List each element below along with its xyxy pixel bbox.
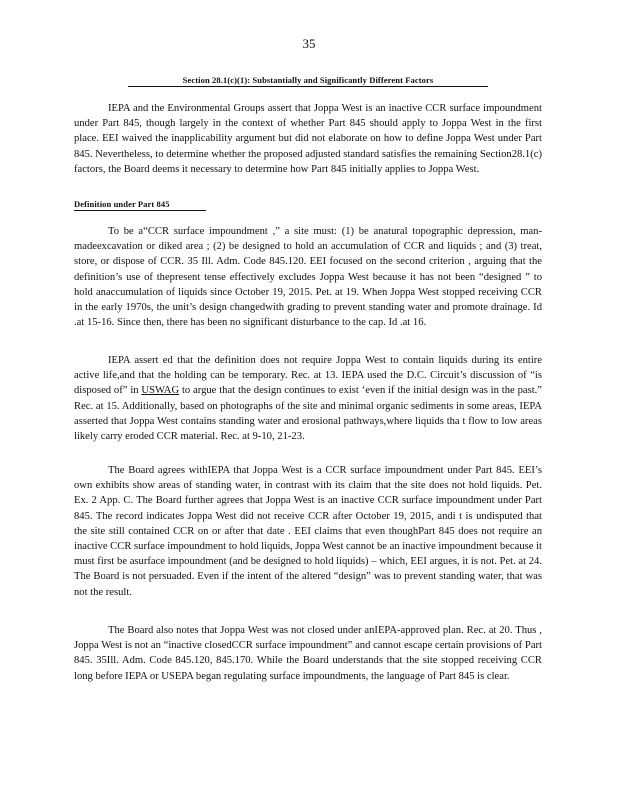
- paragraph-5-text: The Board also notes that Joppa West was not closed under anIEPA-approved plan. Rec. at 20. Thus , Joppa West is not an “inactive closedCCR surface impoundment” and cannot escape certain provisions of Part 845. 35Ill. Adm. Code 845.120, 845.170. While the Board understands that the site stopped receiving CCR long before IEPA or USEPA began regulating surface impoundments, the language of Part 845 is clear.: [74, 625, 542, 682]
- paragraph-3: [74, 353, 542, 444]
- paragraph-4: [74, 463, 542, 600]
- paragraph-3-part1: IEPA assert ed that the definition does not require Joppa West to contain liquids during its entire active life,and that the holding can be temporary. Rec. at 13. IEPA used the D.C. Circuit’s discussion of “is disposed of” in: [74, 355, 542, 397]
- paragraph-5: [74, 623, 542, 684]
- paragraph-2: [74, 224, 542, 330]
- paragraph-1: [74, 101, 542, 177]
- subsection-heading: Definition under Part 845: [74, 199, 206, 211]
- paragraph-3-text: [74, 353, 542, 444]
- paragraph-2-text: To be a“CCR surface impoundment ,” a site must: (1) be anatural topographic depression, man-madeexcavation or diked area ; (2) be designed to hold an accumulation of CCR and liquids ; and (3) treat, store, or dispose of CCR. 35 Ill. Adm. Code 845.120. EEI focused on the second criterion , arguing that the definition’s use of thepresent tense effectively excludes Joppa West because it has not been “designed ” to hold anaccumulation of liquids since October 19, 2015. Pet. at 19. When Joppa West stopped receiving CCR in the early 1970s, the unit’s design changedwith grading to prevent standing water and promote drainage. Id .at 15-16. Since then, there has been no significant disturbance to the cap. Id .at 16.: [74, 226, 542, 329]
- uswag-citation: USWAG: [141, 385, 180, 397]
- page-number: 35: [302, 36, 316, 51]
- paragraph-3-part2: to argue that the design continues to exist ‘even if the initial design was in the past.” Rec. at 15. Additionally, based on photographs of the site and minimal organic sediments in some areas, IEPA asserted that Joppa West contains standing water and erosional pathways,where liquids tha t flow to low areas likely carry eroded CCR material. Rec. at 9-10, 21-23.: [74, 385, 542, 443]
- paragraph-1-text: IEPA and the Environmental Groups assert that Joppa West is an inactive CCR surface impoundment under Part 845, though largely in the context of whether Part 845 should apply to Joppa West in the first place. EEI waived the inapplicability argument but did not elaborate on how to define Joppa West under Part 845. Nevertheless, to determine whether the proposed adjusted standard satisfies the remaining Section28.1(c) factors, the Board deems it necessary to determine how Part 845 initially applies to Joppa West.: [74, 103, 542, 175]
- section-heading: Section 28.1(c)(1): Substantially and Significantly Different Factors: [128, 75, 488, 87]
- paragraph-4-text: The Board agrees withIEPA that Joppa West is a CCR surface impoundment under Part 845. EEI’s own exhibits show areas of standing water, in contrast with its claim that the site does not hold liquids. Pet. Ex. 2 App. C. The Board further agrees that Joppa West is an inactive CCR surface impoundment under Part 845. The record indicates Joppa West did not receive CCR after October 19, 2015, andi t is undisputed that the site still contained CCR on or after that date . EEI claims that even thoughPart 845 does not require an inactive CCR surface impoundment to hold liquids, Joppa West cannot be an inactive impoundment because it must first be asurface impoundment (and be designed to hold liquids) – which, EEI argues, it is not. Pet. at 24. The Board is not persuaded. Even if the intent of the altered “design” was to prevent standing water, that was not the result.: [74, 465, 542, 598]
